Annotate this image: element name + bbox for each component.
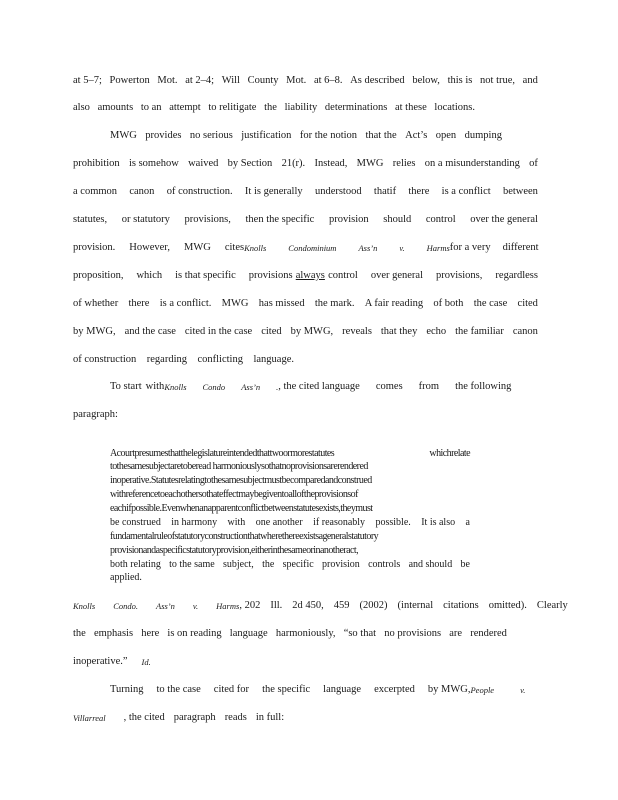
cite-line-2	[73, 627, 507, 641]
word: v.	[399, 243, 405, 253]
word: justification	[241, 130, 292, 141]
quote-l5: eachifpossible.Evenwhenanapparentconflictbetweenstatutesexists,theymust	[110, 503, 373, 514]
word: and should	[408, 559, 453, 570]
word: It is generally	[244, 186, 303, 197]
word: 2d 450,	[292, 600, 324, 611]
word: amounts	[97, 102, 134, 113]
word: provision	[328, 214, 369, 225]
word: cited in the case	[184, 326, 253, 337]
word: the	[262, 559, 275, 570]
p2-l6-tail	[328, 269, 538, 283]
quote-l8: provisionandaspecificstatutoryprovision,eitherinthesameorinanotheract,	[110, 545, 359, 556]
word: MWG	[356, 158, 384, 169]
word: prohibition	[73, 158, 120, 169]
p3-line-1	[110, 380, 512, 394]
word: that the	[365, 130, 397, 141]
word: control	[328, 270, 358, 281]
word: and the case	[124, 326, 176, 337]
word: not true,	[480, 75, 516, 86]
word: provisions,	[436, 270, 483, 281]
word: which	[136, 270, 163, 281]
word: the mark.	[314, 298, 355, 309]
p2-line-7	[73, 297, 538, 311]
word: at 6–8.	[313, 75, 343, 86]
word: MWG	[110, 130, 137, 141]
p2-line-5	[73, 241, 538, 255]
word: Knolls	[164, 382, 187, 392]
p3-to-start: To start	[110, 381, 142, 392]
word: be construed	[110, 517, 161, 528]
quote-line-7	[110, 531, 470, 544]
word: of both	[433, 298, 464, 309]
p3-with: with	[145, 381, 165, 392]
word: over general	[370, 270, 424, 281]
quote-line-8	[110, 545, 470, 558]
word: and	[522, 75, 538, 86]
quote-l7: fundamentalruleofstatutoryconstructionthatwherethereexistsageneralstatutory	[110, 531, 379, 542]
word: rendered	[470, 628, 507, 639]
word: no provisions	[384, 628, 442, 639]
quote-l1-b: whichrelate	[429, 448, 470, 459]
quote-l2: tothesamesubjectaretoberead harmoniouslysothatnoprovisionsarerendered	[110, 461, 368, 472]
p2-line-4	[73, 213, 538, 227]
word: for the notion	[299, 130, 358, 141]
word: is somehow	[128, 158, 179, 169]
word: the	[73, 628, 86, 639]
word: proposition,	[73, 270, 124, 281]
word: of construction	[73, 354, 137, 365]
word: in full:	[255, 712, 285, 723]
word: Harms	[426, 243, 450, 253]
word: 21(r).	[281, 158, 306, 169]
word: excerpted	[374, 684, 415, 695]
word: here	[141, 628, 160, 639]
word: regardless	[495, 270, 538, 281]
p2-l5-lead	[73, 241, 244, 255]
p3-paragraph-word: paragraph:	[73, 409, 118, 420]
p3-l1-tail	[278, 380, 511, 394]
word: in harmony	[171, 517, 218, 528]
cite-line-1	[73, 599, 568, 613]
word: cited	[517, 298, 538, 309]
word: comes	[375, 381, 403, 392]
word: control	[425, 214, 456, 225]
word: should	[383, 214, 412, 225]
word: harmoniously,	[275, 628, 336, 639]
word: dumping	[464, 130, 502, 141]
id-signal: Id.	[141, 657, 151, 667]
word: language.	[253, 354, 294, 365]
word: v.	[192, 601, 199, 611]
word: Turning	[110, 684, 144, 695]
word: Mot.	[286, 75, 307, 86]
word: at 2–4;	[185, 75, 215, 86]
word: by MWG,	[290, 326, 334, 337]
word: to relitigate	[208, 102, 257, 113]
word: from	[418, 381, 440, 392]
word: Clearly	[536, 600, 568, 611]
p3-l1-lead	[110, 380, 164, 394]
word: to the same	[169, 559, 215, 570]
p2-line-9	[73, 353, 294, 367]
word: the following	[455, 381, 512, 392]
word: for a very	[449, 242, 491, 253]
word: one another	[255, 517, 303, 528]
p1-line-2	[73, 101, 475, 115]
word: there	[128, 298, 150, 309]
cite-l1-tail	[239, 599, 567, 613]
word: by Section	[227, 158, 273, 169]
word: MWG	[183, 242, 211, 253]
word: cited for	[213, 684, 250, 695]
word: , the cited	[123, 712, 165, 723]
cite-inoperative: inoperative.”	[73, 656, 128, 667]
word: Knolls	[73, 601, 96, 611]
word: Act’s	[405, 130, 428, 141]
p2-line-8	[73, 325, 538, 339]
case-name-villarreal: Villarreal	[73, 713, 106, 723]
quote-l1-a: Acourtpresumesthatthelegislatureintendedthattwoormorestatutes	[110, 448, 335, 459]
p2-line-2	[73, 157, 538, 171]
case-name-knolls	[244, 241, 450, 255]
word: Ass’n	[241, 382, 261, 392]
word: between	[502, 186, 538, 197]
word: different	[502, 242, 539, 253]
word: omitted).	[488, 600, 527, 611]
word: Mot.	[157, 75, 178, 86]
word: with	[227, 517, 246, 528]
p2-line-1	[110, 129, 502, 143]
word: cited	[261, 326, 282, 337]
word: , 202	[239, 600, 261, 611]
word: , the cited language	[278, 381, 360, 392]
word: is a conflict	[441, 186, 491, 197]
word: provisions	[248, 270, 293, 281]
word: Ill.	[270, 600, 283, 611]
word: reveals	[342, 326, 372, 337]
word: this is	[447, 75, 473, 86]
word: 459	[333, 600, 350, 611]
word: that they	[380, 326, 418, 337]
word: (2002)	[359, 600, 388, 611]
word: controls	[368, 559, 401, 570]
word: the case	[473, 298, 508, 309]
p4-l2-tail	[124, 711, 285, 725]
word: of construction.	[166, 186, 233, 197]
word: possible.	[375, 517, 411, 528]
word: Harms	[216, 601, 240, 611]
case-name-knolls-short	[164, 380, 278, 394]
word: is on reading	[167, 628, 222, 639]
word: has missed	[258, 298, 305, 309]
word: language	[323, 684, 362, 695]
word: Condominium	[288, 243, 337, 253]
cite-line-3	[73, 655, 538, 669]
word: Ass’n	[358, 243, 378, 253]
word: “so that	[343, 628, 377, 639]
word: Will	[221, 75, 240, 86]
word: Condo	[202, 382, 226, 392]
word: paragraph	[173, 712, 216, 723]
word: to an	[140, 102, 162, 113]
word: It is also	[421, 517, 456, 528]
word: As described	[350, 75, 405, 86]
word: specific	[282, 559, 314, 570]
quote-line-2	[110, 461, 470, 474]
quote-line-6	[110, 517, 470, 530]
word: regarding	[146, 354, 187, 365]
word: at 5–7;	[73, 75, 102, 86]
word: the	[264, 102, 277, 113]
p1-line-1	[73, 74, 538, 88]
word: determinations	[324, 102, 388, 113]
word: by MWG,	[73, 326, 116, 337]
word: Instead,	[314, 158, 348, 169]
word: a common	[73, 186, 118, 197]
word: echo	[426, 326, 447, 337]
word: relies	[392, 158, 416, 169]
case-name-people	[470, 683, 525, 697]
word: the familiar	[455, 326, 504, 337]
word: However,	[129, 242, 170, 253]
word: canon	[129, 186, 155, 197]
word: provides	[145, 130, 182, 141]
word: County	[247, 75, 279, 86]
p2-l6-lead	[73, 269, 293, 283]
word: locations.	[434, 102, 475, 113]
word: canon	[512, 326, 538, 337]
word: the specific	[262, 684, 311, 695]
word: below,	[412, 75, 440, 86]
word: citations	[443, 600, 479, 611]
word: waived	[188, 158, 219, 169]
word: is that specific	[175, 270, 236, 281]
word: Powerton	[109, 75, 150, 86]
word: Knolls	[244, 243, 267, 253]
word: .	[276, 382, 279, 392]
word: attempt	[169, 102, 201, 113]
word: are	[449, 628, 463, 639]
quote-l3: inoperative.Statutesrelatingtothesamesubjectmustbecomparedandconstrued	[110, 475, 372, 486]
word: subject,	[222, 559, 254, 570]
word: or statutory	[121, 214, 170, 225]
word: reads	[224, 712, 247, 723]
quote-line-4	[110, 489, 470, 502]
quote-l10: applied.	[110, 572, 142, 583]
word: provision.	[73, 242, 116, 253]
quote-line-10	[110, 572, 470, 585]
word: v.	[520, 685, 526, 695]
word: then the specific	[245, 214, 315, 225]
p2-line-3	[73, 185, 538, 199]
word: thatif	[373, 186, 397, 197]
word: provisions,	[184, 214, 231, 225]
p4-line-1	[110, 683, 526, 697]
word: MWG	[221, 298, 249, 309]
quote-l4: withreferencetoeachothersothateffectmaybegiventoalloftheprovisionsof	[110, 489, 358, 500]
word: both relating	[110, 559, 161, 570]
word: language	[229, 628, 268, 639]
word: at these	[394, 102, 427, 113]
p4-l1-lead	[110, 683, 470, 697]
word: cites	[224, 242, 245, 253]
quote-line-9	[110, 559, 470, 572]
word: of whether	[73, 298, 119, 309]
word: emphasis	[93, 628, 134, 639]
p3-line-2	[73, 408, 538, 422]
word: also	[73, 102, 90, 113]
word: there	[408, 186, 430, 197]
word: of	[529, 158, 538, 169]
word: (internal	[397, 600, 434, 611]
p2-l5-tail	[450, 241, 539, 255]
word: by MWG,	[427, 684, 471, 695]
quote-line-3	[110, 475, 470, 488]
word: provision	[322, 559, 360, 570]
p2-line-6	[73, 269, 538, 283]
word: understood	[314, 186, 362, 197]
word: over the general	[470, 214, 538, 225]
word: A fair reading	[364, 298, 424, 309]
word: open	[435, 130, 457, 141]
word: is a conflict.	[159, 298, 212, 309]
word: liability	[284, 102, 318, 113]
word: on a misunderstanding	[424, 158, 520, 169]
case-name-knolls-cite	[73, 599, 239, 613]
word: conflicting	[197, 354, 243, 365]
word: be	[460, 559, 470, 570]
word: a	[465, 517, 470, 528]
word: statutes,	[73, 214, 108, 225]
word: if reasonably	[313, 517, 366, 528]
word: to the case	[156, 684, 201, 695]
quote-line-5	[110, 503, 470, 516]
word: Ass’n	[156, 601, 175, 611]
emphasis-always: always	[295, 270, 325, 281]
p4-line-2	[73, 711, 538, 725]
word: no serious	[189, 130, 233, 141]
word: Condo.	[113, 601, 138, 611]
word: People	[470, 685, 495, 695]
quote-line-1	[110, 448, 470, 461]
